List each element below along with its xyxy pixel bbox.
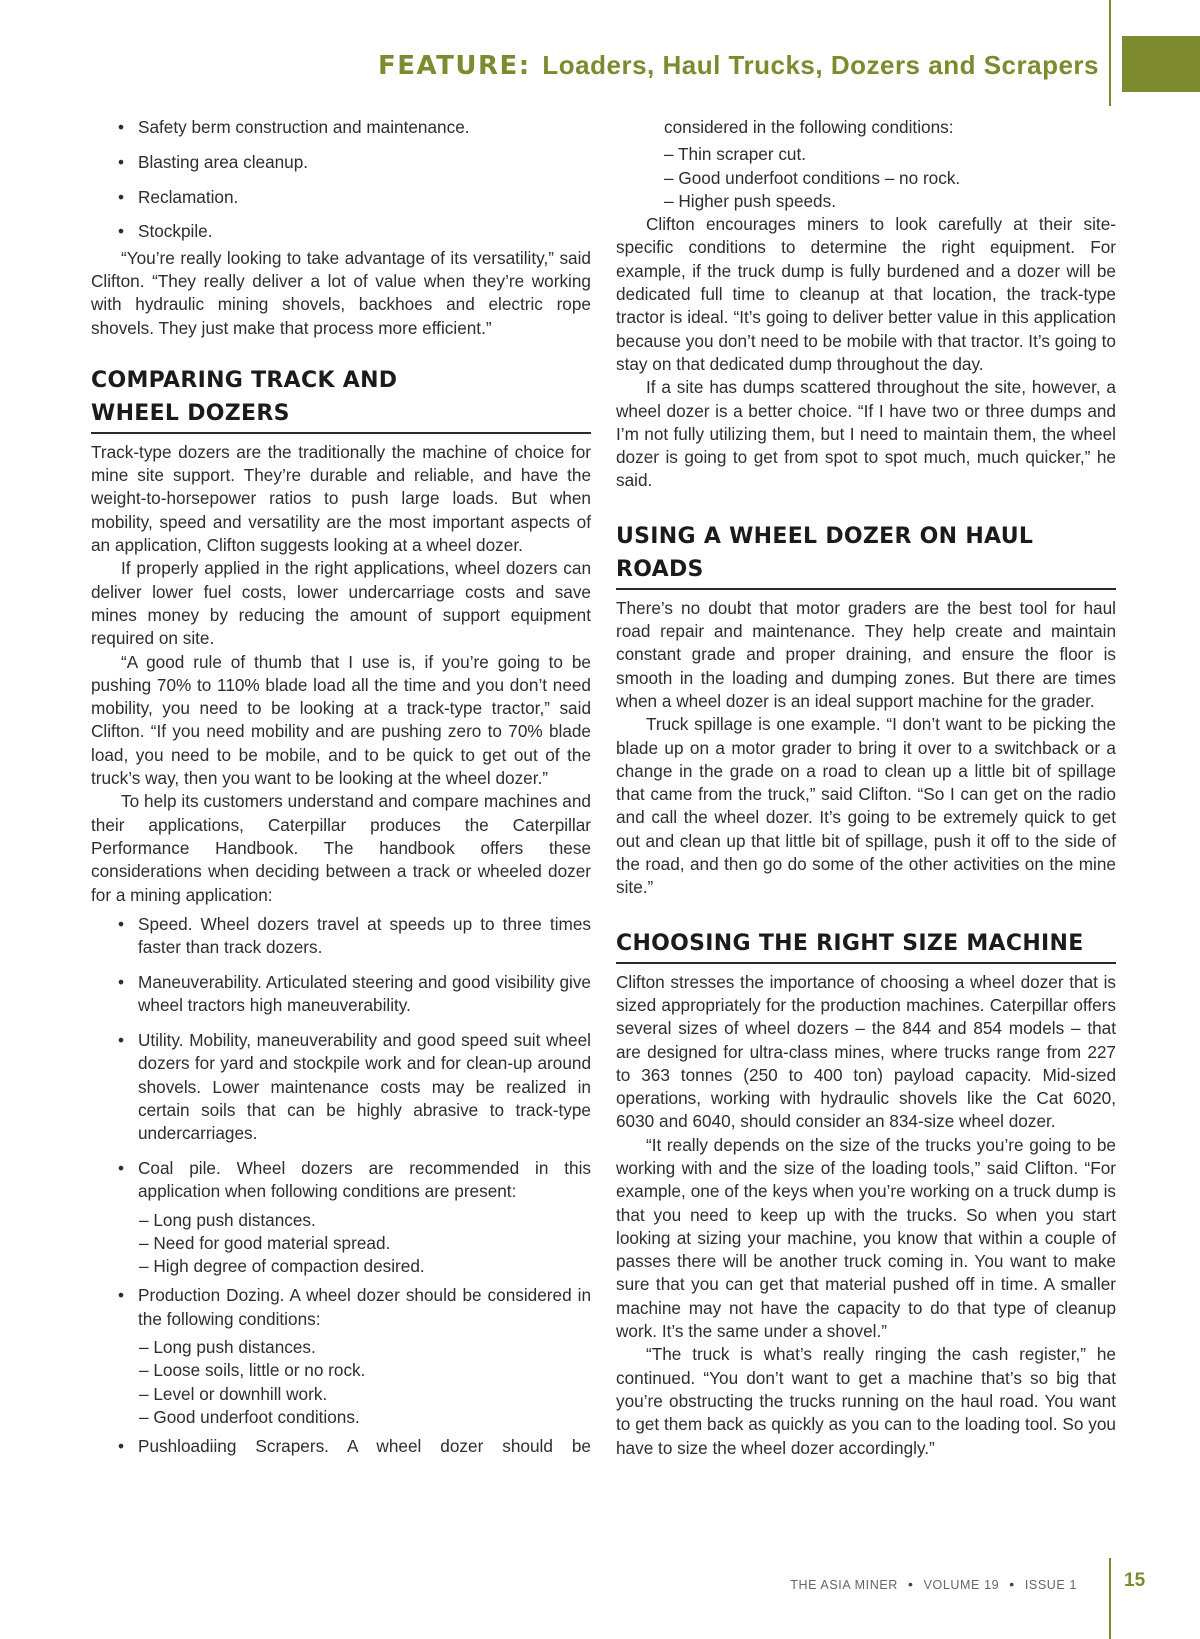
- page-footer: [790, 1576, 1077, 1592]
- section-heading-size-machine: CHOOSING THE RIGHT SIZE MACHINE: [616, 927, 1116, 964]
- bullet-maneuverability: • Maneuverability. Articulated steering and good visibility give wheel tractors high maneuverability.: [91, 971, 591, 1018]
- footer-issue: ISSUE 1: [1024, 1578, 1077, 1592]
- paragraph: “You’re really looking to take advantage of its versatility,” said Clifton. “They really deliver a lot of value when they’re working with hydraulic mining shovels, backhoes and electric rope shovels. They just make that process more efficient.”: [91, 247, 591, 338]
- header-lead: FEATURE:: [378, 51, 531, 81]
- scraper-conditions-list: [616, 143, 1116, 213]
- coal-conditions-list: [91, 1209, 591, 1279]
- paragraph: Truck spillage is one example. “I don’t want to be picking the blade up on a motor grader to bring it over to a switchback or a change in the grade on a road to clean up a little bit of spillage that came from the truck,” said Clifton. “So I can get on the radio and call the wheel dozer. It’s going to be extremely quick to get out and clean up that little bit of spillage, push it off to the side of the road, and then go do some of the other activities on the mine site.”: [616, 714, 1116, 898]
- sub-item: – Good underfoot conditions – no rock.: [664, 167, 961, 188]
- sub-item: – Level or downhill work.: [139, 1383, 328, 1404]
- page-edge-tab: [1122, 36, 1200, 92]
- bullet-pushloading-scrapers: • Pushloadiing Scrapers. A wheel dozer should be: [91, 1435, 591, 1458]
- section-heading-compare: [91, 364, 591, 434]
- sub-item: – Long push distances.: [139, 1337, 316, 1358]
- right-column: [616, 116, 1116, 1460]
- bullet-utility: • Utility. Mobility, maneuverability and good speed suit wheel dozers for yard and stockpile work and for clean-up around shovels. Lower maintenance costs may be realized in certain soils that can be highly abrasive to track-type undercarriages.: [91, 1029, 591, 1145]
- bullet-item: • Reclamation.: [91, 186, 591, 209]
- paragraph: There’s no doubt that motor graders are the best tool for haul road repair and maintenance. They help create and maintain constant grade and proper draining, and ensure the floor is smooth in the loading and dumping zones. But there are times when a wheel dozer is an ideal support machine for the grader.: [616, 597, 1116, 711]
- bullet-item: • Stockpile.: [91, 220, 591, 243]
- production-conditions-list: [91, 1336, 591, 1429]
- bullet-speed: • Speed. Wheel dozers travel at speeds up to three times faster than track dozers.: [91, 913, 591, 960]
- page-header: [378, 50, 1099, 81]
- sub-item: – Long push distances.: [139, 1209, 316, 1230]
- heading-line: COMPARING TRACK AND: [91, 367, 398, 393]
- sub-item: – Need for good material spread.: [139, 1232, 391, 1253]
- bullet-item: • Blasting area cleanup.: [91, 151, 591, 174]
- paragraph: If a site has dumps scattered throughout the site, however, a wheel dozer is a better choice. “If I have two or three dumps and I’m not fully utilizing them, but I need to maintain them, the wheel dozer is going to get from spot to spot much, much quicker,” he said.: [616, 377, 1116, 491]
- bullet-production-dozing: • Production Dozing. A wheel dozer should be considered in the following conditions:: [91, 1284, 591, 1331]
- footer-publication: THE ASIA MINER: [790, 1578, 898, 1592]
- page-number: 15: [1124, 1570, 1146, 1591]
- paragraph: Clifton encourages miners to look carefully at their site-specific conditions to determine the right equipment. For example, if the truck dump is fully burdened and a dozer will be dedicated full time to cleanup at that location, the track-type tractor is ideal. “It’s going to deliver better value in this application because you don’t need to be mobile with that tractor. It’s going to stay on that dedicated dump throughout the day.: [616, 214, 1116, 374]
- sub-item: – Loose soils, little or no rock.: [139, 1360, 366, 1381]
- sub-item: – High degree of compaction desired.: [139, 1256, 425, 1277]
- bullet-separator-icon: •: [908, 1576, 914, 1592]
- paragraph: “A good rule of thumb that I use is, if you’re going to be pushing 70% to 110% blade load all the time and you don’t need mobility, you need to be looking at a track-type tractor,” said Clifton. “If you need mobility and are pushing zero to 70% blade load, you need to be mobile, and to be quick to get out of the truck’s way, then you want to be looking at the wheel dozer.”: [91, 651, 591, 789]
- bullet-separator-icon: •: [1009, 1576, 1015, 1592]
- header-vertical-rule: [1109, 0, 1111, 106]
- heading-line: WHEEL DOZERS: [91, 400, 290, 426]
- sub-item: – Thin scraper cut.: [664, 144, 807, 165]
- sub-item: – Good underfoot conditions.: [139, 1406, 360, 1427]
- paragraph: If properly applied in the right applications, wheel dozers can deliver lower fuel costs, lower undercarriage costs and save mines money by reducing the amount of support equipment required on site.: [91, 558, 591, 649]
- sub-item: – Higher push speeds.: [664, 190, 836, 211]
- header-title: Loaders, Haul Trucks, Dozers and Scrapers: [542, 50, 1099, 80]
- bullet-coal-pile: • Coal pile. Wheel dozers are recommended in this application when following conditions are present:: [91, 1157, 591, 1204]
- continued-text: considered in the following conditions:: [664, 117, 954, 137]
- left-column: [91, 116, 591, 1470]
- paragraph: Clifton stresses the importance of choosing a wheel dozer that is sized appropriately for the production machines. Caterpillar offers several sizes of wheel dozers – the 844 and 854 models – that are designed for ultra-class mines, where trucks range from 227 to 363 tonnes (250 to 400 ton) payload capacity. Mid-sized operations, working with hydraulic shovels like the Cat 6020, 6030 and 6040, should consider an 834-size wheel dozer.: [616, 971, 1116, 1132]
- paragraph: To help its customers understand and compare machines and their applications, Caterpillar produces the Caterpillar Performance Handbook. The handbook offers these considerations when deciding between a track or wheeled dozer for a mining application:: [91, 791, 591, 905]
- section-heading-haul-roads: USING A WHEEL DOZER ON HAUL ROADS: [616, 520, 1116, 590]
- footer-volume: VOLUME 19: [923, 1578, 1000, 1592]
- bullet-item: • Safety berm construction and maintenance.: [91, 116, 591, 139]
- footer-vertical-rule: [1109, 1558, 1111, 1639]
- paragraph: “The truck is what’s really ringing the cash register,” he continued. “You don’t want to get a machine that’s so big that you’re obstructing the trucks running on the haul road. You want to get them back as quickly as you can to the loading tool. So you have to size the wheel dozer accordingly.”: [616, 1344, 1116, 1458]
- paragraph: “It really depends on the size of the trucks you’re going to be working with and the size of the loading tools,” said Clifton. “For example, one of the keys when you’re working on a truck dump is that you need to keep up with the trucks. So when you start looking at sizing your machine, you know that within a couple of passes there will be another truck coming in. You want to make sure that you can get that material pushed off in time. A smaller machine may not have the capacity to do that type of cleanup work. It’s the same under a shovel.”: [616, 1134, 1116, 1342]
- paragraph: Track-type dozers are the traditionally the machine of choice for mine site support. They’re durable and reliable, and have the weight-to-horsepower ratios to push large loads. But when mobility, speed and versatility are the most important aspects of an application, Clifton suggests looking at a wheel dozer.: [91, 441, 591, 556]
